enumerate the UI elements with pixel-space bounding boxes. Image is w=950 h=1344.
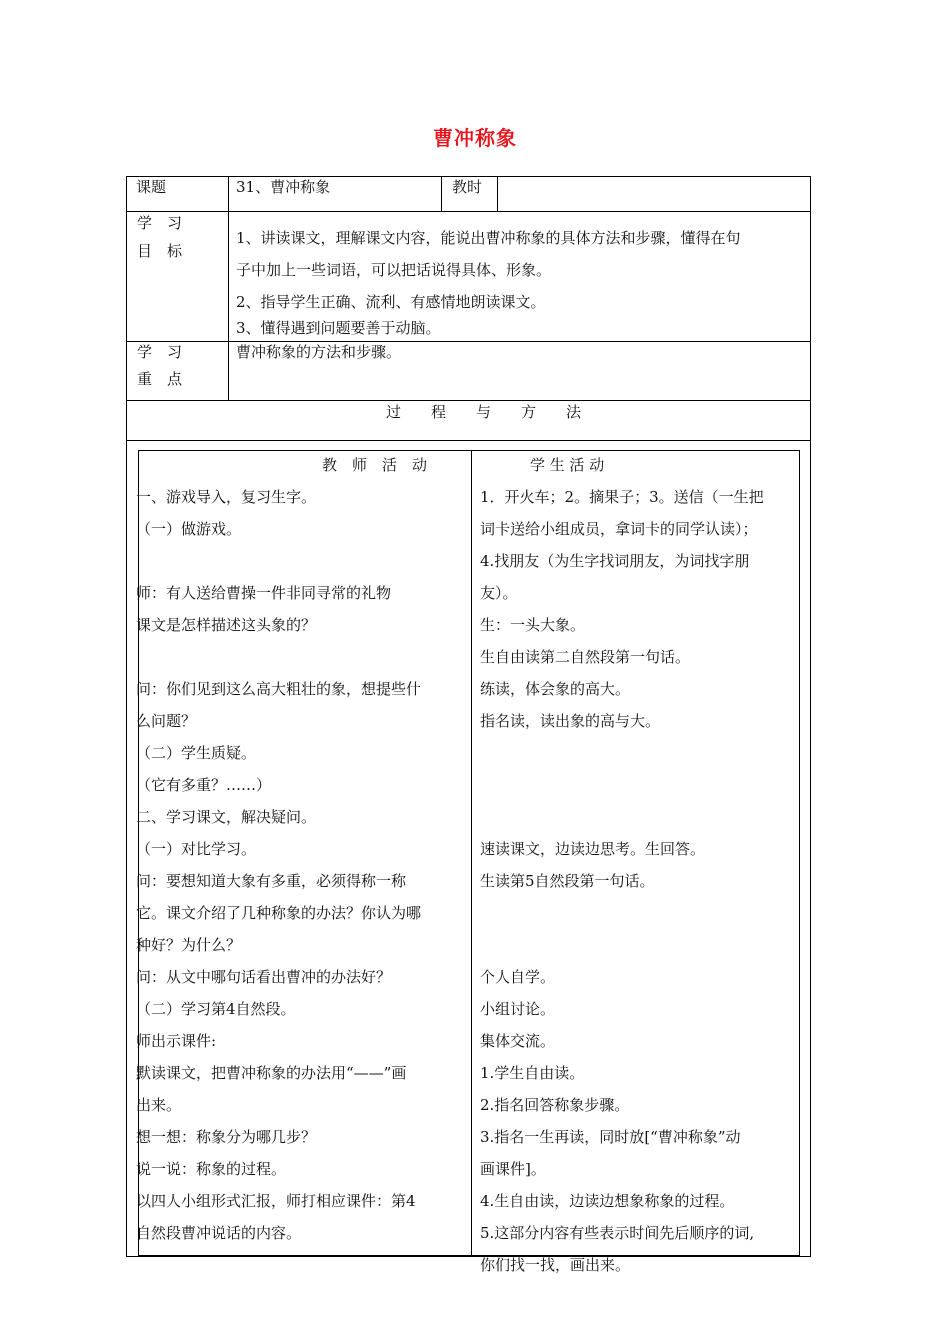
row-divider-header [127,211,810,212]
student-line [480,769,764,801]
teacher-line: （一）对比学习。 [136,840,257,858]
keypoints-label-2: 重 点 [137,370,183,388]
student-line: 4.生自由读，边读边想象称象的过程。 [480,1192,735,1210]
student-line [480,801,764,833]
row-divider-keypoints [127,400,810,401]
student-line: 5.这部分内容有些表示时间先后顺序的词, [480,1224,755,1242]
student-line: 你们找一找，画出来。 [480,1256,631,1274]
objective-line: 子中加上一些词语，可以把话说得具体、形象。 [236,261,552,279]
teacher-line: （一）做游戏。 [136,520,242,538]
teacher-line: 师出示课件: [136,1032,217,1050]
process-heading: 过 程 与 方 法 [386,403,582,421]
keypoints-label-1: 学 习 [137,343,183,361]
student-line: 友）。 [480,584,518,602]
subject-value: 31、曹冲称象 [236,178,331,196]
student-line: 4.找朋友（为生字找词朋友，为词找字朋 [480,552,750,570]
teacher-line: 问：要想知道大象有多重，必须得称一称 [136,872,407,890]
activities-divider [471,450,472,1256]
teacher-line: 自然段曹冲说话的内容。 [136,1224,302,1242]
student-line: 3.指名一生再读，同时放[“曹冲称象”动 [480,1128,741,1146]
teacher-line [136,641,421,673]
subject-label: 课题 [136,178,167,196]
teacher-line: 默读课文，把曹冲称象的办法用“——”画 [136,1064,407,1082]
student-line: 词卡送给小组成员，拿词卡的同学认读）； [480,520,758,538]
teacher-line: （二）学习第4自然段。 [136,1000,296,1018]
teacher-lines [136,481,421,1249]
teacher-line: 以四人小组形式汇报，师打相应课件：第4 [136,1192,416,1210]
teacher-line: 二、学习课文，解决疑问。 [136,808,317,826]
teacher-line: 种好？为什么？ [136,936,242,954]
objective-line: 3、懂得遇到问题要善于动脑。 [236,319,441,337]
teacher-line: 问：你们见到这么高大粗壮的象，想提些什 [136,680,422,698]
student-lines [480,481,764,1281]
teacher-line: 出来。 [136,1096,182,1114]
col-divider-label [228,177,229,400]
student-line: 画课件]。 [480,1160,546,1178]
teacher-line: （二）学生质疑。 [136,744,257,762]
student-line: 个人自学。 [480,968,556,986]
period-label: 教时 [452,178,483,196]
teacher-line: 想一想：称象分为哪几步？ [136,1128,317,1146]
teacher-line: 么问题？ [136,712,197,730]
student-line [480,897,764,929]
col-divider-period-right [497,177,498,211]
teacher-heading: 教 师 活 动 [322,456,428,474]
objectives-lines [236,222,741,338]
teacher-line: （它有多重？……） [136,776,272,794]
student-line: 小组讨论。 [480,1000,556,1018]
student-line: 2.指名回答称象步骤。 [480,1096,630,1114]
objectives-label-2: 目 标 [137,242,183,260]
teacher-line: 说一说：称象的过程。 [136,1160,287,1178]
teacher-line [136,545,421,577]
student-line: 练读，体会象的高大。 [480,680,631,698]
student-line: 1．开火车；2。摘果子；3。送信（一生把 [480,488,764,506]
teacher-line: 课文是怎样描述这头象的？ [136,616,317,634]
page-title: 曹冲称象 [433,126,517,150]
student-heading: 学 生 活 动 [530,456,605,474]
student-line: 生自由读第二自然段第一句话。 [480,648,691,666]
col-divider-period-left [441,177,442,211]
keypoints-text: 曹冲称象的方法和步骤。 [236,343,402,361]
teacher-line: 问：从文中哪句话看出曹冲的办法好？ [136,968,392,986]
teacher-line: 师：有人送给曹操一件非同寻常的礼物 [136,584,392,602]
objective-line: 1、讲读课文，理解课文内容，能说出曹冲称象的具体方法和步骤，懂得在句 [236,229,741,247]
objective-line: 2、指导学生正确、流利、有感情地朗读课文。 [236,293,546,311]
student-line: 集体交流。 [480,1032,556,1050]
row-divider-process [127,440,810,441]
teacher-line: 它。课文介绍了几种称象的办法？你认为哪 [136,904,422,922]
student-line: 1.学生自由读。 [480,1064,585,1082]
student-line [480,737,764,769]
student-line: 指名读，读出象的高与大。 [480,712,661,730]
objectives-label-1: 学 习 [137,214,183,232]
student-line: 速读课文，边读边思考。生回答。 [480,840,706,858]
teacher-line: 一、游戏导入，复习生字。 [136,488,317,506]
student-line: 生：一头大象。 [480,616,586,634]
student-line: 生读第5自然段第一句话。 [480,872,655,890]
row-divider-objectives [127,341,810,342]
student-line [480,929,764,961]
